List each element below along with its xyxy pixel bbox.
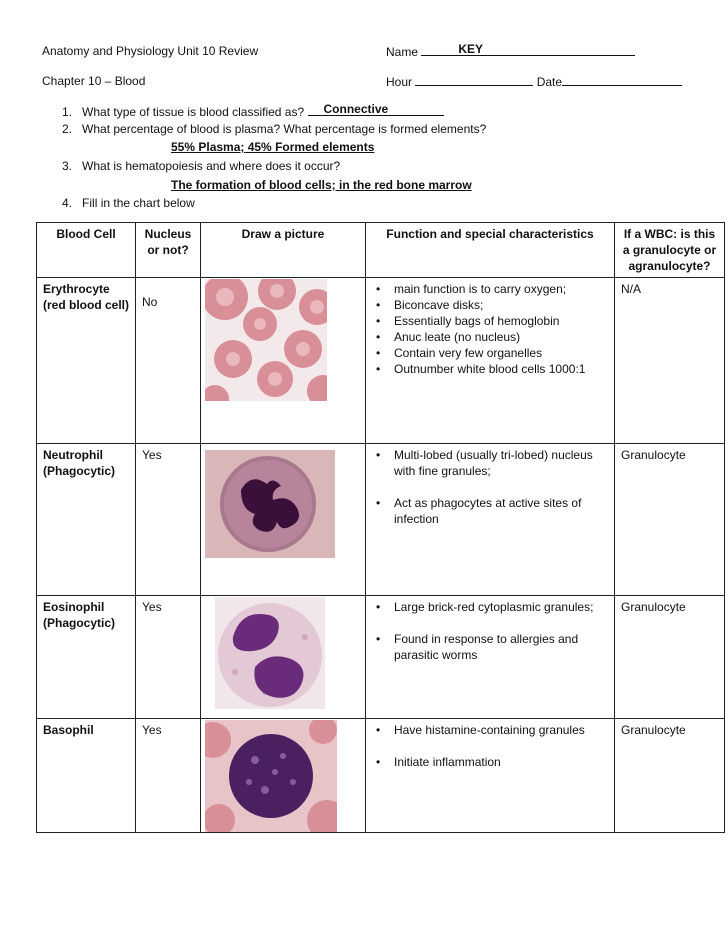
question-2: 2. What percentage of blood is plasma? What percentage is formed elements? bbox=[62, 122, 487, 136]
function-item: • main function is to carry oxygen; bbox=[394, 281, 608, 297]
function-list bbox=[372, 599, 608, 663]
function-item: • Large brick-red cytoplasmic granules; bbox=[394, 599, 608, 615]
function-cell bbox=[366, 719, 615, 833]
function-item: • Have histamine-containing granules bbox=[394, 722, 608, 738]
header-blood-cell: Blood Cell bbox=[37, 223, 136, 278]
function-item: • Anuc leate (no nucleus) bbox=[394, 329, 608, 345]
header-nucleus: Nucleus or not? bbox=[136, 223, 201, 278]
wbc-type-value: N/A bbox=[615, 278, 725, 444]
erythrocyte-image bbox=[205, 279, 327, 401]
function-item: • Biconcave disks; bbox=[394, 297, 608, 313]
answer-1-line bbox=[308, 104, 444, 116]
table-row bbox=[37, 719, 725, 833]
function-item: • Found in response to allergies and parasitic worms bbox=[394, 631, 608, 663]
blood-cell-chart bbox=[36, 222, 725, 833]
picture-cell bbox=[201, 719, 366, 833]
function-item: • Essentially bags of hemoglobin bbox=[394, 313, 608, 329]
date-line bbox=[562, 74, 682, 86]
function-cell bbox=[366, 444, 615, 596]
function-item: • Contain very few organelles bbox=[394, 345, 608, 361]
header-wbc-type: If a WBC: is this a granulocyte or agranulocyte? bbox=[615, 223, 725, 278]
name-field[interactable] bbox=[386, 44, 635, 59]
function-list bbox=[372, 447, 608, 527]
worksheet-title: Anatomy and Physiology Unit 10 Review bbox=[42, 44, 259, 58]
cell-name: Basophil bbox=[37, 719, 136, 833]
picture-cell bbox=[201, 596, 366, 719]
picture-cell bbox=[201, 278, 366, 444]
name-value: KEY bbox=[458, 42, 484, 56]
name-line bbox=[421, 44, 635, 56]
hour-field[interactable] bbox=[386, 74, 682, 89]
question-3: 3. What is hematopoiesis and where does it occur? bbox=[62, 159, 341, 173]
header-function: Function and special characteristics bbox=[366, 223, 615, 278]
question-4: 4. Fill in the chart below bbox=[62, 196, 195, 210]
answer-2: 55% Plasma; 45% Formed elements bbox=[171, 140, 375, 154]
header-picture: Draw a picture bbox=[201, 223, 366, 278]
cell-name: Neutrophil (Phagocytic) bbox=[37, 444, 136, 596]
function-item: • Outnumber white blood cells 1000:1 bbox=[394, 361, 608, 377]
picture-cell bbox=[201, 444, 366, 596]
wbc-type-value: Granulocyte bbox=[615, 719, 725, 833]
nucleus-value: Yes bbox=[136, 444, 201, 596]
function-item: • Initiate inflammation bbox=[394, 754, 608, 770]
function-list bbox=[372, 281, 608, 377]
name-label: Name bbox=[386, 45, 419, 59]
function-cell bbox=[366, 596, 615, 719]
cell-name: Eosinophil (Phagocytic) bbox=[37, 596, 136, 719]
function-list bbox=[372, 722, 608, 770]
function-cell bbox=[366, 278, 615, 444]
cell-name: Erythrocyte (red blood cell) bbox=[37, 278, 136, 444]
wbc-type-value: Granulocyte bbox=[615, 596, 725, 719]
answer-1: Connective bbox=[323, 102, 389, 116]
basophil-image bbox=[205, 720, 337, 832]
answer-3: The formation of blood cells; in the red bone marrow bbox=[171, 178, 472, 192]
question-1: 1. What type of tissue is blood classified as? Connective bbox=[62, 104, 444, 119]
function-item: • Multi-lobed (usually tri-lobed) nucleus with fine granules; bbox=[394, 447, 608, 479]
table-row bbox=[37, 278, 725, 444]
date-label: Date bbox=[536, 75, 563, 89]
table-row bbox=[37, 444, 725, 596]
wbc-type-value: Granulocyte bbox=[615, 444, 725, 596]
nucleus-value: Yes bbox=[136, 719, 201, 833]
nucleus-value: Yes bbox=[136, 596, 201, 719]
nucleus-value: No bbox=[136, 278, 201, 444]
chapter-title: Chapter 10 – Blood bbox=[42, 74, 146, 88]
neutrophil-image bbox=[205, 450, 335, 558]
table-row bbox=[37, 596, 725, 719]
hour-line bbox=[415, 74, 533, 86]
eosinophil-image bbox=[215, 597, 325, 709]
function-item: • Act as phagocytes at active sites of infection bbox=[394, 495, 608, 527]
hour-label: Hour bbox=[386, 75, 413, 89]
